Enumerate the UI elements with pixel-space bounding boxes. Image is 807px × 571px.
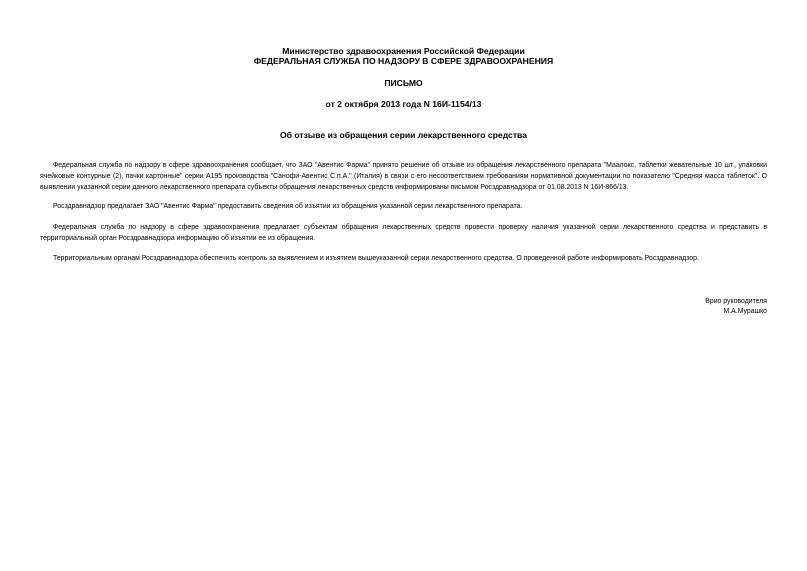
paragraph-4: Территориальным органам Росздравнадзора обеспечить контроль за выявлением и изъятием вышеуказанной серии лекарственного средства. О проведенной работе информировать Росздравнадзор. — [53, 255, 699, 262]
paragraph-2: Росздравнадзор предлагает ЗАО "Авентис Фарма" предоставить сведения об изъятии из обращения указанной серии лекарственного препарата. — [53, 203, 523, 210]
paragraph-3: Федеральная служба по надзору в сфере здравоохранения предлагает субъектам обращения лекарственных средств провести проверку наличия указанной серии лекарственного средства и представить в территориальный орган Росздравнадзора информацию об изъятии ее из обращения. — [40, 224, 767, 242]
document-date-number: от 2 октября 2013 года N 16И-1154/13 — [325, 99, 482, 109]
signature-name: М.А.Мурашко — [723, 308, 767, 315]
signature-position: Врио руководителя — [705, 298, 767, 305]
document-type: ПИСЬМО — [384, 78, 423, 88]
paragraph-1: Федеральная служба по надзору в сфере здравоохранения сообщает, что ЗАО "Авентис Фарма" принято решение об отзыве из обращения лекарственного препарата "Маалокс, таблетки жевательные 10 шт., упаковки ячейковые контурные (2), пачки картонные" серии А195 производства "Санофи-Авентис С.п.А." (Италия) в связи с его несоответствием требованиям нормативной документации по показателю "Средняя масса таблеток". О выявлении указанной серии данного лекарственного препарата субъекты обращения лекарственных средств информированы письмом Росздравнадзора от 01.08.2013 N 16И-866/13. — [40, 162, 767, 191]
document-title: Об отзыве из обращения серии лекарственного средства — [280, 130, 527, 140]
agency-name: ФЕДЕРАЛЬНАЯ СЛУЖБА ПО НАДЗОРУ В СФЕРЕ ЗДРАВООХРАНЕНИЯ — [253, 56, 554, 66]
ministry-name: Министерство здравоохранения Российской Федерации — [282, 46, 525, 56]
